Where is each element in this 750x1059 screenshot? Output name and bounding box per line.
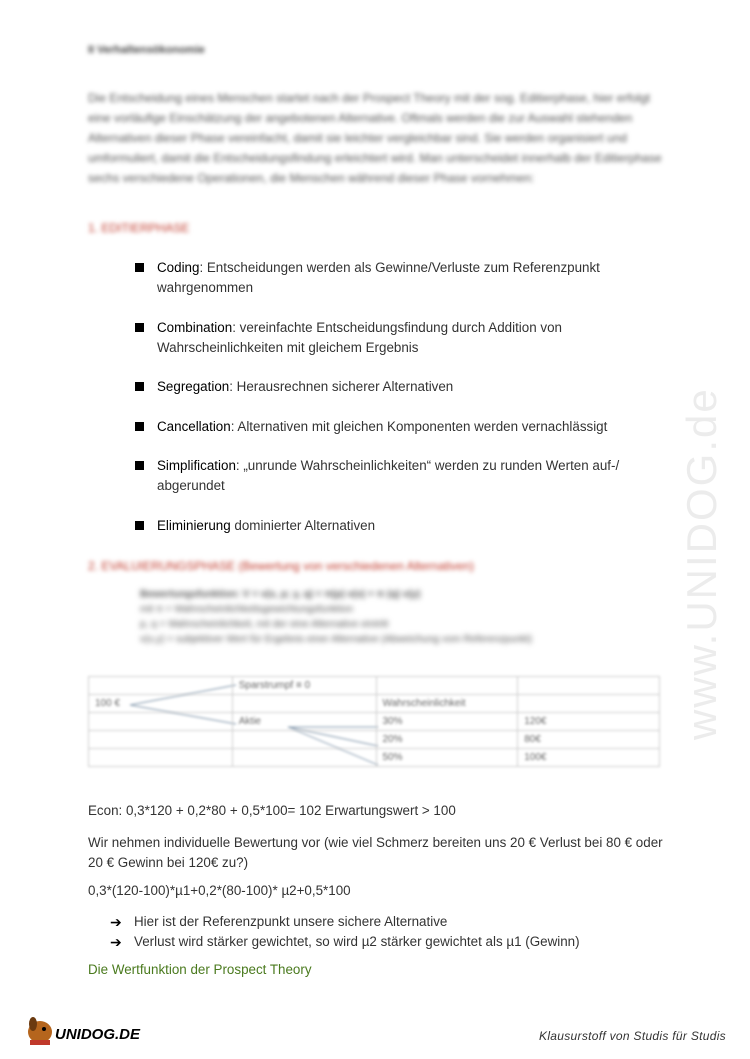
bullet-text: : Entscheidungen werden als Gewinne/Verluste zum Referenzpunkt wahrgenommen — [157, 260, 600, 295]
svg-text:UNIDOG.DE: UNIDOG.DE — [55, 1026, 141, 1043]
square-bullet-icon — [135, 521, 144, 530]
bullet-text: : Alternativen mit gleichen Komponenten werden vernachlässigt — [230, 418, 608, 434]
bullet-item — [135, 516, 655, 536]
value-cell: 120€ — [518, 713, 660, 731]
svg-text:www.UNIDOG.de: www.UNIDOG.de — [678, 387, 725, 740]
option2-cell: Aktie — [232, 713, 376, 731]
square-bullet-icon — [135, 422, 144, 431]
formula-block — [140, 587, 560, 647]
formula-line: p, q = Wahrscheinlichkeit, mit der eine Alternative eintritt — [140, 619, 389, 630]
bullet-item — [135, 258, 655, 298]
prob-cell: 50% — [376, 749, 518, 767]
formula-line: mit π = Wahrscheinlichkeitsgewichtungsfunktion — [140, 604, 354, 615]
bullet-item — [135, 318, 655, 358]
start-cell: 100 € — [89, 695, 233, 713]
square-bullet-icon — [135, 323, 144, 332]
arrow-right-icon: ➔ — [110, 914, 122, 930]
arrow-list — [110, 912, 580, 952]
square-bullet-icon — [135, 382, 144, 391]
prob-cell: 30% — [376, 713, 518, 731]
bullet-term: Coding — [157, 260, 200, 275]
option1-cell: Sparstrumpf ≡ 0 — [232, 677, 376, 695]
prob-header-cell: Wahrscheinlichkeit — [376, 695, 518, 713]
individual-paragraph: Wir nehmen individuelle Bewertung vor (wie viel Schmerz bereiten uns 20 € Verlust bei 80 € oder 20 € Gewinn bei 120€ zu?) — [88, 835, 663, 870]
watermark — [672, 270, 732, 750]
mu-formula: 0,3*(120-100)*µ1+0,2*(80-100)* µ2+0,5*100 — [88, 883, 351, 898]
value-cell: 80€ — [518, 731, 660, 749]
wertfunktion-heading: Die Wertfunktion der Prospect Theory — [88, 962, 312, 977]
footer-slogan: Klausurstoff von Studis für Studis — [539, 1029, 726, 1043]
bullet-text: : vereinfachte Entscheidungsfindung durch Addition von Wahrscheinlichkeiten mit gleichem Ergebnis — [157, 319, 562, 355]
value-cell: 100€ — [518, 749, 660, 767]
bullet-term: Segregation — [157, 379, 230, 394]
bullet-item — [135, 456, 655, 496]
section2-title: 2. EVALUIERUNGSPHASE (Bewertung von verschiedenen Alternativen) — [88, 559, 474, 573]
section1-title: 1. EDITIERPHASE — [88, 221, 190, 235]
arrow-right-icon: ➔ — [110, 934, 122, 950]
dog-logo-icon — [22, 1012, 162, 1048]
prob-cell: 20% — [376, 731, 518, 749]
arrow-item: ➔ Hier ist der Referenzpunkt unsere sichere Alternative — [110, 914, 448, 930]
bullet-term: Eliminierung — [157, 517, 231, 533]
square-bullet-icon — [135, 263, 144, 272]
bullet-term: Combination — [157, 319, 233, 335]
bullet-text: : „unrunde Wahrscheinlichkeiten“ werden zu runden Werten auf-/ abgerundet — [157, 458, 620, 493]
bullet-term: Simplification — [157, 458, 236, 473]
bullet-text: dominierter Alternativen — [230, 517, 376, 533]
bullet-item — [135, 377, 655, 397]
intro-paragraph: Die Entscheidung eines Menschen startet nach der Prospect Theory mit der sog. Editierphase, hier erfolgt eine vorläufige Einschätzung der angebotenen Alternative. Oftmals werden die zur Auswahl stehenden Alternativen dieser Phase vereinfacht, damit sie leichter vergleichbar sind. Sie werden organisiert und umformuliert, damit die Entscheidungsfindung erleichtert wird. Man unterscheidet innerhalb der Editierphase sechs verschiedene Operationen, die Menschen während dieser Phase vornehmen: — [88, 91, 662, 185]
formula-line: v(x,y) = subjektiver Wert für Ergebnis einer Alternative (Abweichung vom Referenzpunkt) — [140, 634, 532, 645]
bullet-item — [135, 417, 655, 437]
decision-table — [88, 676, 660, 767]
bullet-text: : Herausrechnen sicherer Alternativen — [229, 379, 454, 394]
bullet-term: Cancellation — [157, 418, 231, 434]
bullet-list — [135, 258, 655, 555]
section-heading: II Verhaltensökonomie — [88, 44, 205, 56]
formula-line: Bewertungsfunktion: V = v(x, p; y, q) = π(p) v(x) + π (q) v(y) — [140, 589, 421, 600]
square-bullet-icon — [135, 461, 144, 470]
logo — [22, 1012, 162, 1053]
econ-line: Econ: 0,3*120 + 0,2*80 + 0,5*100= 102 Erwartungswert > 100 — [88, 803, 456, 818]
arrow-item: ➔ Verlust wird stärker gewichtet, so wird µ2 stärker gewichtet als µ1 (Gewinn) — [110, 934, 580, 950]
